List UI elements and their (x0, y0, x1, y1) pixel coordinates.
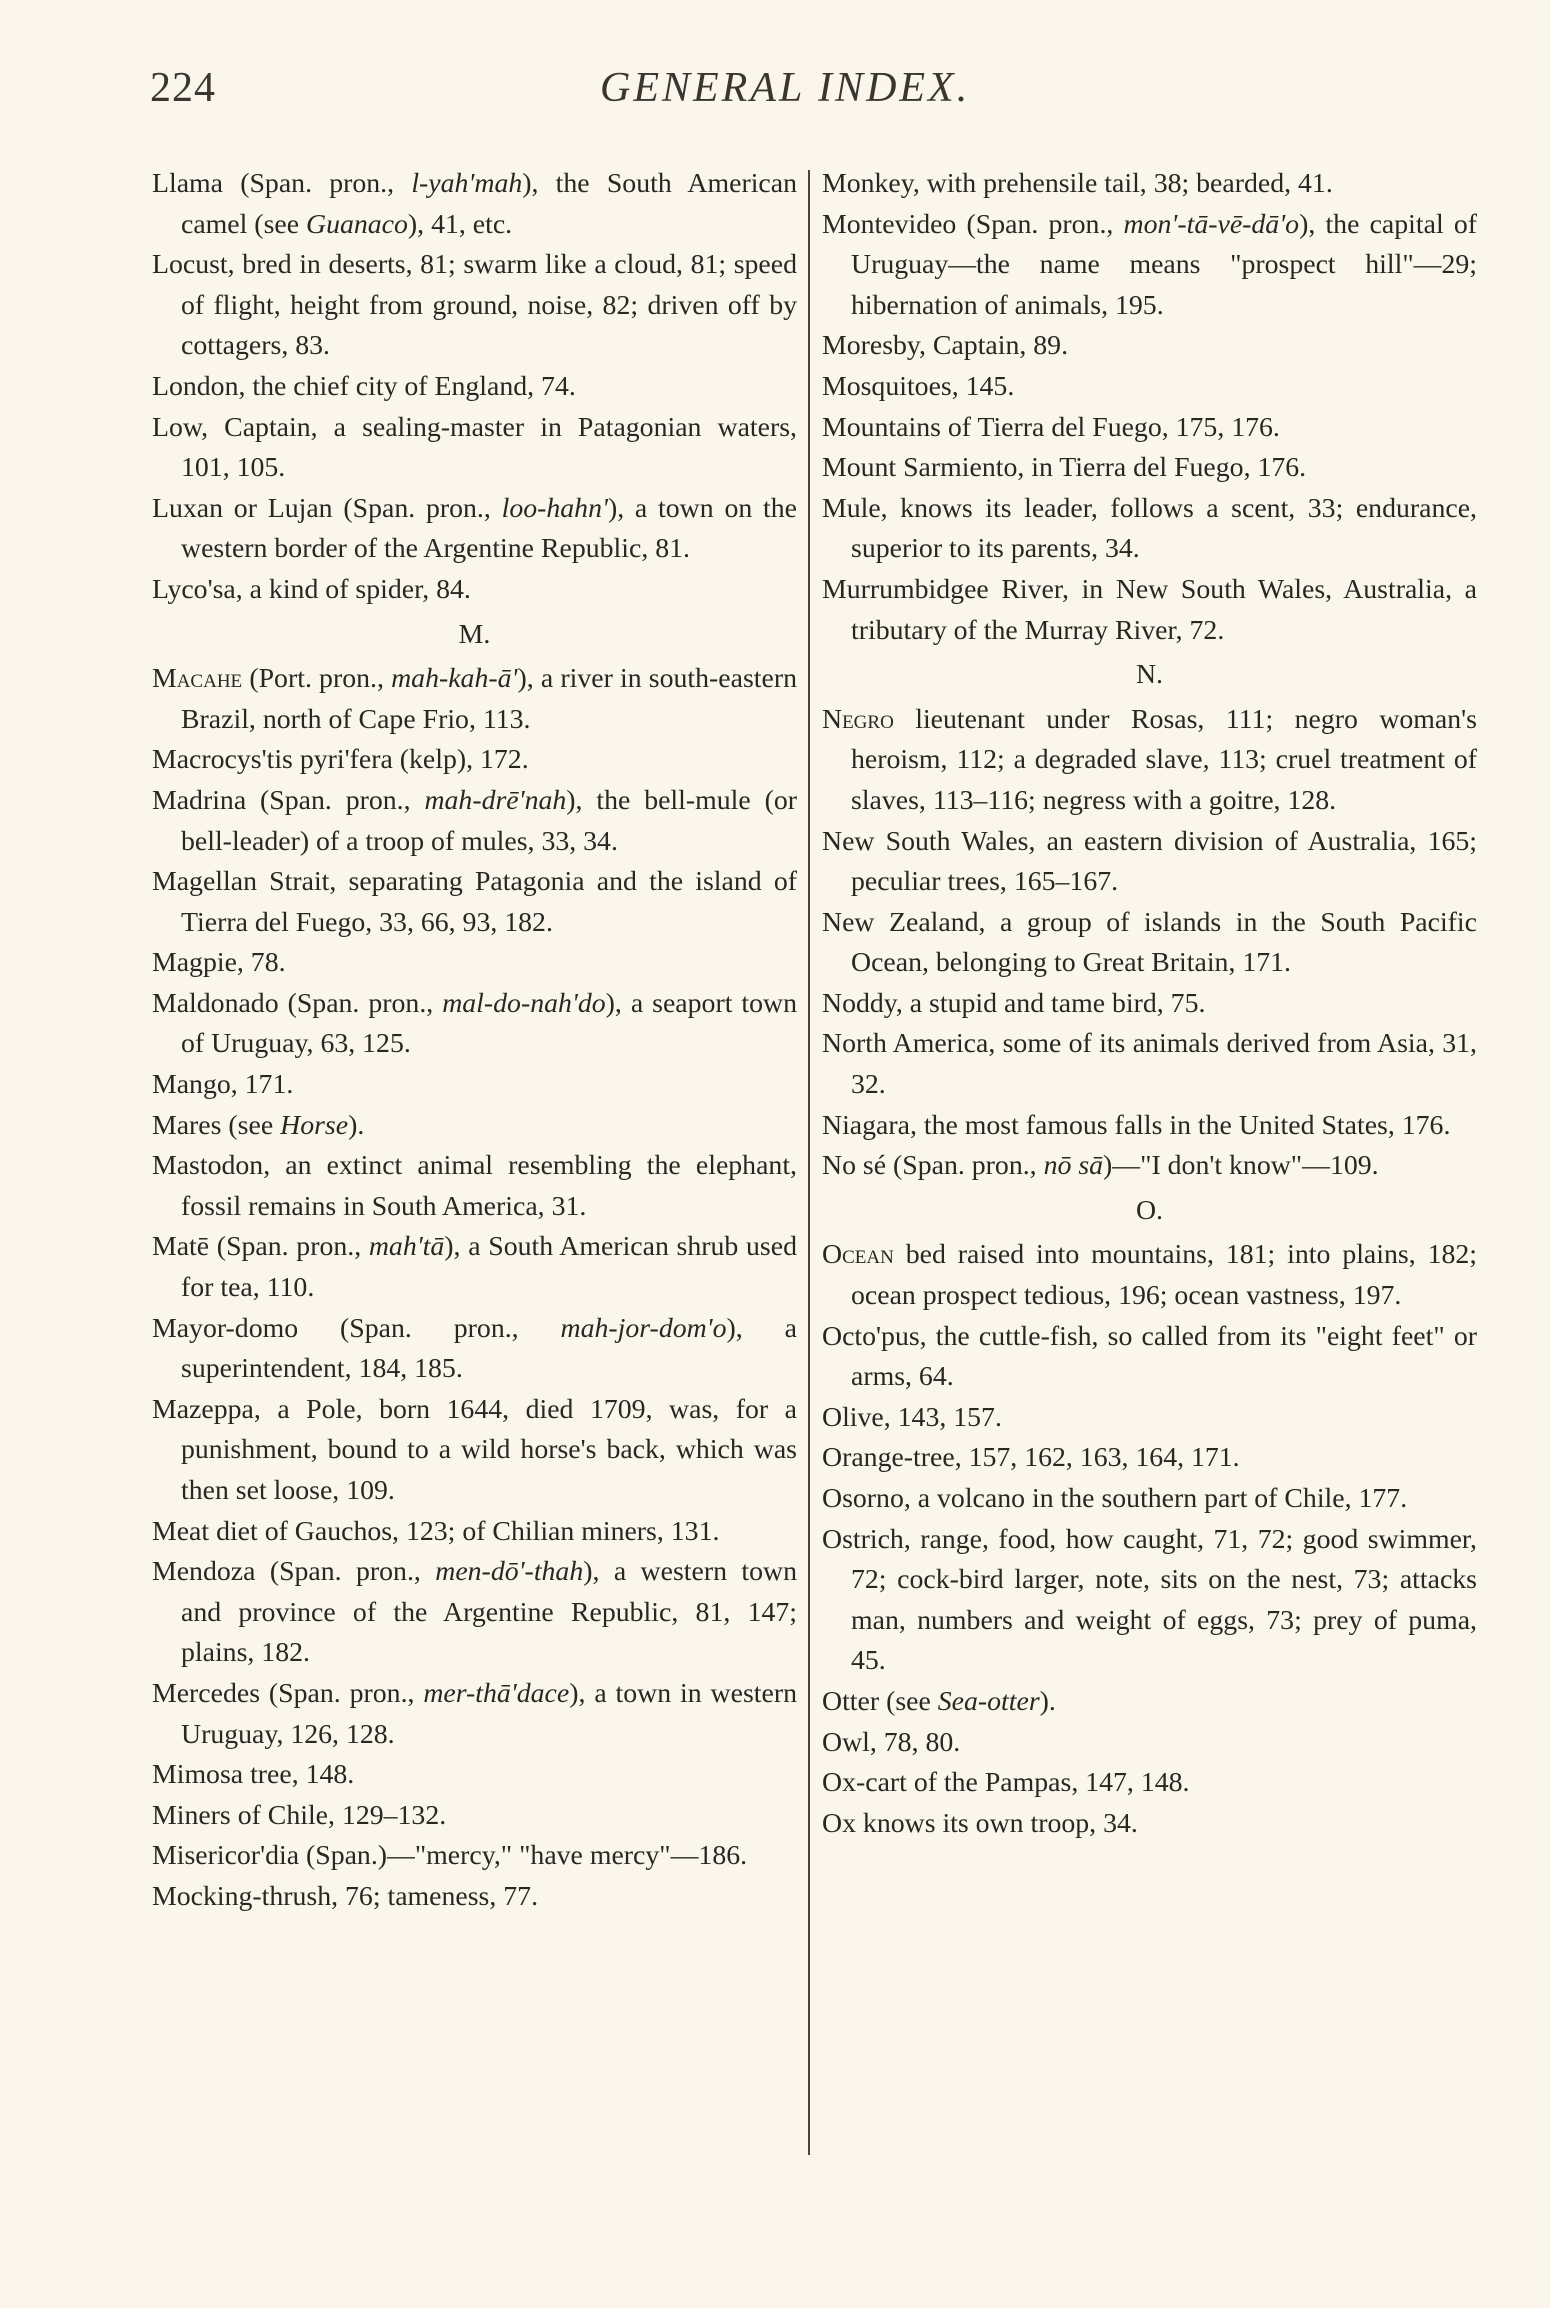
index-entry-negro: Negro lieutenant under Rosas, 111; negro woman's heroism, 112; a degraded slave, 113; cruel treatment of slaves, 113–116; negress with a goitre, 128. (822, 703, 1477, 816)
index-entry-otter: Otter (see Sea-otter). (822, 1685, 1056, 1717)
index-entry-ox: Ox knows its own troop, 34. (822, 1807, 1138, 1839)
index-entry-mendoza: Mendoza (Span. pron., men-dō'-thah), a western town and province of the Argentine Republic, 81, 147; plains, 182. (152, 1556, 797, 1669)
index-entry-locust: Locust, bred in deserts, 81; swarm like a cloud, 81; speed of flight, height from ground, noise, 82; driven off by cottagers, 83. (152, 249, 797, 362)
index-entry-moresby: Moresby, Captain, 89. (822, 330, 1069, 362)
index-entry-macrocystis: Macrocys'tis pyri'fera (kelp), 172. (152, 744, 529, 776)
index-entry-new-zealand: New Zealand, a group of islands in the South Pacific Ocean, belonging to Great Britain, 171. (822, 906, 1477, 979)
section-letter-n: N. (1135, 659, 1164, 691)
index-entry-low: Low, Captain, a sealing-master in Patagonian waters, 101, 105. (152, 411, 797, 484)
index-entry-mule: Mule, knows its leader, follows a scent, 33; endurance, superior to its parents, 34. (822, 492, 1477, 565)
index-entry-ocean: Ocean bed raised into mountains, 181; into plains, 182; ocean prospect tedious, 196; ocean vastness, 197. (822, 1239, 1477, 1312)
index-entry-mazeppa: Mazeppa, a Pole, born 1644, died 1709, was, for a punishment, bound to a wild horse's back, which was then set loose, 109. (152, 1393, 797, 1506)
index-entry-madrina: Madrina (Span. pron., mah-drē'nah), the bell-mule (or bell-leader) of a troop of mules, 33, 34. (152, 784, 797, 857)
index-entry-macahe: Macahe (Port. pron., mah-kah-ā'), a river in south-eastern Brazil, north of Cape Frio, 113. (152, 663, 797, 735)
index-entry-owl: Owl, 78, 80. (822, 1726, 961, 1758)
left-column (152, 164, 797, 1918)
index-entry-niagara: Niagara, the most famous falls in the United States, 176. (822, 1109, 1451, 1141)
page-number: 224 (150, 65, 216, 111)
index-entry-montevideo: Montevideo (Span. pron., mon'-tā-vē-dā'o), the capital of Uruguay—the name means "prospect hill"—29; hibernation of animals, 195. (822, 208, 1478, 321)
index-entry-olive: Olive, 143, 157. (822, 1401, 1002, 1433)
index-entry-mastodon: Mastodon, an extinct animal resembling the elephant, fossil remains in South America, 31. (152, 1150, 797, 1222)
running-head: GENERAL INDEX. (600, 65, 971, 111)
index-entry-no-se: No sé (Span. pron., nō sā)—"I don't know"—109. (822, 1150, 1379, 1182)
index-entry-llama: Llama (Span. pron., l-yah'mah), the South American camel (see Guanaco), 41, etc. (152, 168, 797, 240)
index-entry-ostrich: Ostrich, range, food, how caught, 71, 72; good swimmer, 72; cock-bird larger, note, sits on the nest, 73; attacks man, numbers and weight of eggs, 73; prey of puma, 45. (822, 1523, 1477, 1677)
index-entry-mango: Mango, 171. (152, 1069, 294, 1101)
index-entry-mountains: Mountains of Tierra del Fuego, 175, 176. (822, 411, 1280, 443)
column-divider (808, 170, 810, 2155)
index-entry-london: London, the chief city of England, 74. (152, 370, 576, 402)
index-entry-luxan: Luxan or Lujan (Span. pron., loo-hahn'), a town on the western border of the Argentine Republic, 81. (152, 492, 797, 565)
index-entry-osorno: Osorno, a volcano in the southern part of Chile, 177. (822, 1483, 1408, 1514)
index-entry-mount-sarmiento: Mount Sarmiento, in Tierra del Fuego, 176. (822, 452, 1307, 484)
section-letter-o: O. (1135, 1194, 1164, 1226)
index-entry-magpie: Magpie, 78. (152, 947, 286, 979)
index-entry-murrumbidgee: Murrumbidgee River, in New South Wales, Australia, a tributary of the Murray River, 72. (822, 573, 1477, 646)
index-entry-new-south-wales: New South Wales, an eastern division of Australia, 165; peculiar trees, 165–167. (822, 825, 1477, 898)
index-entry-orange-tree: Orange-tree, 157, 162, 163, 164, 171. (822, 1442, 1240, 1474)
right-column (822, 164, 1477, 1844)
index-entry-magellan: Magellan Strait, separating Patagonia and the island of Tierra del Fuego, 33, 66, 93, 182. (152, 866, 797, 938)
index-entry-misericordia: Misericor'dia (Span.)—"mercy," "have mercy"—186. (152, 1840, 748, 1872)
index-entry-north-america: North America, some of its animals derived from Asia, 31, 32. (822, 1028, 1477, 1101)
index-entry-ox-cart: Ox-cart of the Pampas, 147, 148. (822, 1767, 1190, 1799)
index-entry-meat: Meat diet of Gauchos, 123; of Chilian miners, 131. (152, 1515, 720, 1547)
page-header (0, 64, 1550, 124)
index-entry-octopus: Octo'pus, the cuttle-fish, so called from its "eight feet" or arms, 64. (822, 1320, 1477, 1393)
index-entry-mercedes: Mercedes (Span. pron., mer-thā'dace), a town in western Uruguay, 126, 128. (152, 1677, 797, 1750)
index-entry-miners: Miners of Chile, 129–132. (152, 1799, 447, 1831)
index-entry-mayordomo: Mayor-domo (Span. pron., mah-jor-dom'o), a superintendent, 184, 185. (152, 1312, 797, 1385)
index-entry-maldonado: Maldonado (Span. pron., mal-do-nah'do), a seaport town of Uruguay, 63, 125. (152, 987, 797, 1060)
index-entry-mate: Matē (Span. pron., mah'tā), a South American shrub used for tea, 110. (152, 1231, 797, 1304)
index-entry-noddy: Noddy, a stupid and tame bird, 75. (822, 987, 1206, 1019)
index-entry-monkey: Monkey, with prehensile tail, 38; bearded, 41. (822, 168, 1333, 199)
section-letter-m: M. (458, 618, 491, 650)
index-entry-mimosa: Mimosa tree, 148. (152, 1759, 355, 1791)
index-entry-mosquitoes: Mosquitoes, 145. (822, 370, 1015, 402)
index-entry-lycosa: Lyco'sa, a kind of spider, 84. (152, 573, 471, 605)
index-entry-mocking-thrush: Mocking-thrush, 76; tameness, 77. (152, 1880, 539, 1912)
index-entry-mares: Mares (see Horse). (152, 1109, 365, 1141)
